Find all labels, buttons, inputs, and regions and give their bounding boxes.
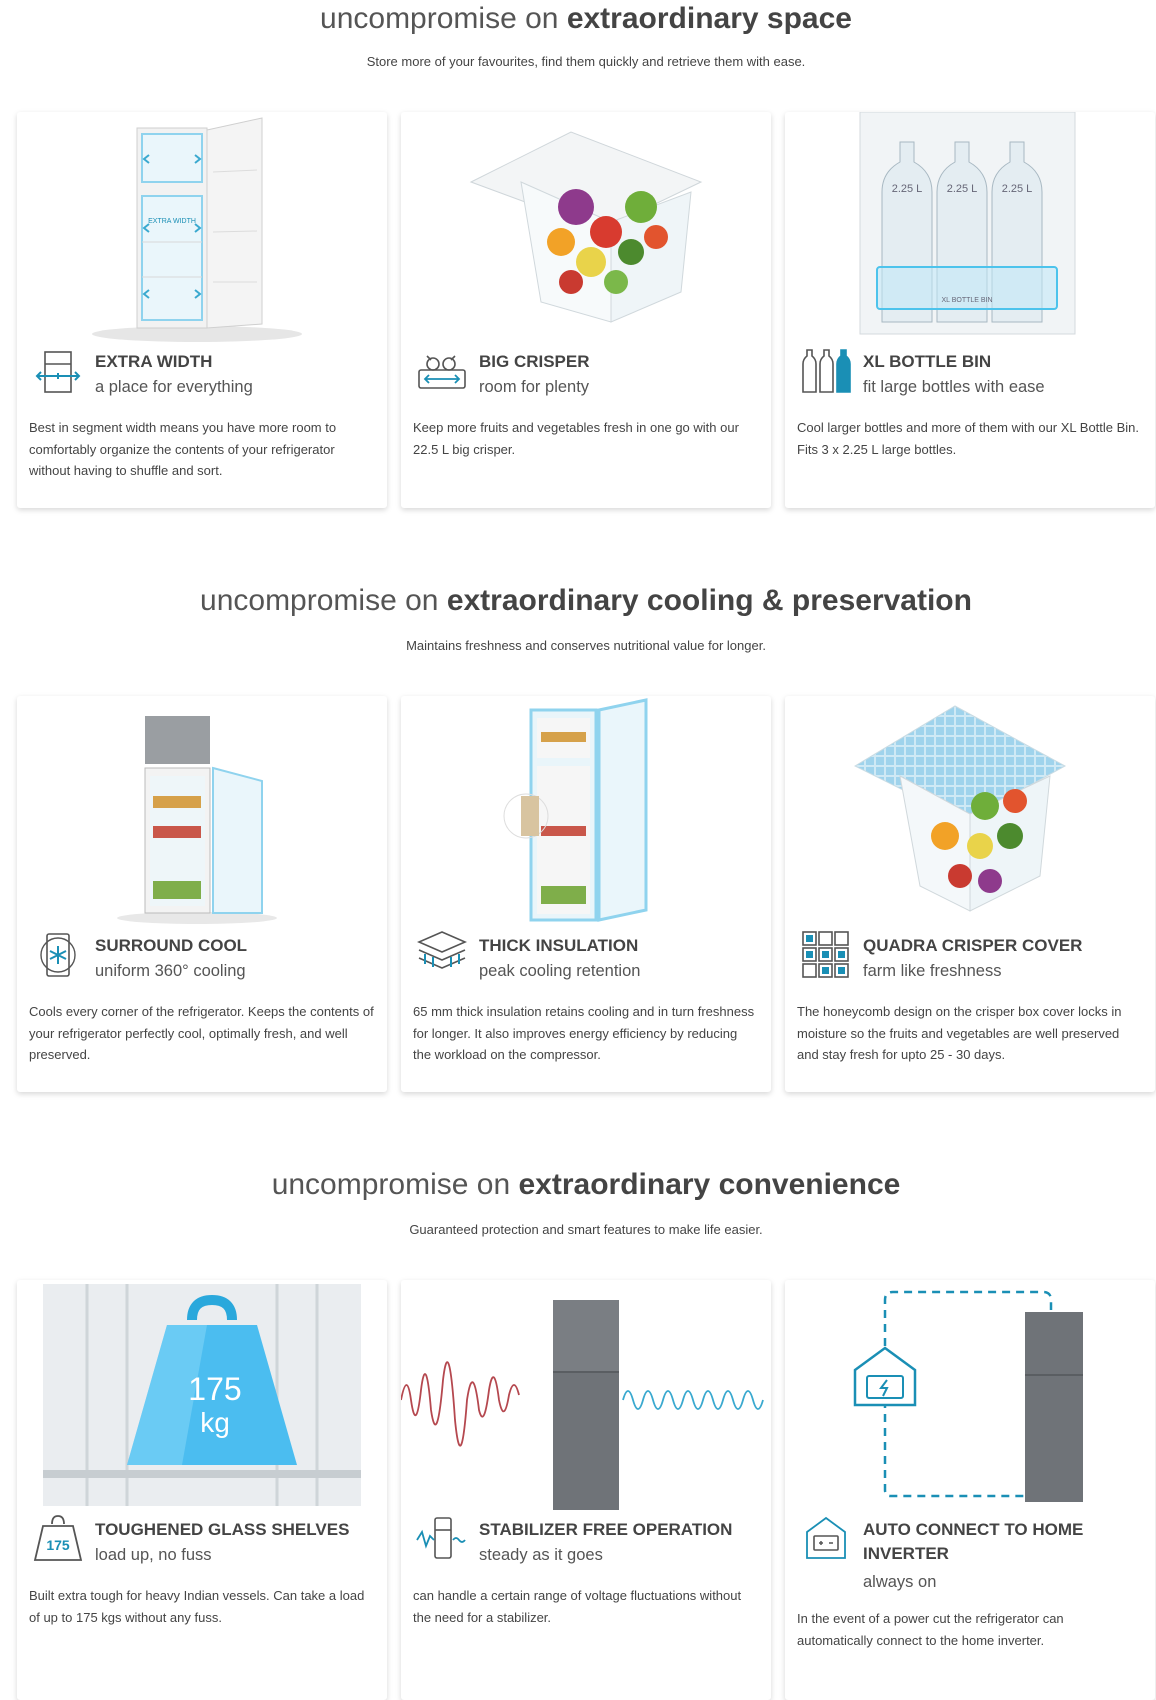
weight-icon [29, 1510, 87, 1568]
feature-tagline: steady as it goes [479, 1546, 603, 1564]
feature-tagline: farm like freshness [863, 962, 1002, 980]
voltage-wave-image [401, 1280, 771, 1510]
feature-tagline: a place for everything [95, 378, 253, 396]
feature-title: SURROUND COOL [95, 936, 248, 955]
quadra-crisper-icon [797, 926, 855, 984]
feature-card-xl-bottle-bin [785, 112, 1155, 508]
crisper-icon [413, 342, 471, 400]
feature-card-toughened-glass [17, 1280, 387, 1700]
feature-description: Built extra tough for heavy Indian vessels. Can take a load of up to 175 kgs without any fuss. [29, 1588, 365, 1625]
feature-description: Keep more fruits and vegetables fresh in one go with our 22.5 L big crisper. [413, 420, 739, 457]
surround-cool-icon [29, 926, 87, 984]
feature-description: In the event of a power cut the refrigerator can automatically connect to the home inverter. [797, 1611, 1064, 1648]
glass-shelf-weight-image [17, 1280, 387, 1510]
feature-description: can handle a certain range of voltage fluctuations without the need for a stabilizer. [413, 1588, 742, 1625]
section-title: uncompromise on extraordinary space [320, 2, 852, 35]
feature-card-surround-cool [17, 696, 387, 1092]
weight-icon-label: 175 [46, 1537, 70, 1553]
feature-card-auto-connect-inverter [785, 1280, 1155, 1700]
feature-tagline: load up, no fuss [95, 1546, 212, 1564]
feature-card-stabilizer-free [401, 1280, 771, 1700]
fridge-insulation-image [401, 696, 771, 926]
feature-title: THICK INSULATION [479, 936, 639, 955]
bottle-label: 2.25 L [946, 183, 978, 195]
feature-title: QUADRA CRISPER COVER [863, 936, 1083, 955]
quadra-crisper-image [785, 696, 1155, 926]
feature-title: AUTO CONNECT TO HOME INVERTER [863, 1520, 1084, 1563]
fridge-surround-cool-image [17, 696, 387, 926]
inverter-icon [797, 1510, 855, 1568]
feature-description: The honeycomb design on the crisper box cover locks in moisture so the fruits and vegetables are well preserved and stay fresh for upto 25 - 30 days. [797, 1004, 1122, 1062]
section-subtitle: Store more of your favourites, find them quickly and retrieve them with ease. [366, 54, 806, 69]
extra-width-icon [29, 342, 87, 400]
feature-card-quadra-crisper [785, 696, 1155, 1092]
extra-width-image-label: EXTRA WIDTH [148, 218, 196, 225]
feature-description: 65 mm thick insulation retains cooling and in turn freshness for longer. It also improves energy efficiency by reducing the workload on the compressor. [413, 1004, 755, 1062]
feature-title: STABILIZER FREE OPERATION [479, 1520, 733, 1539]
section-subtitle: Guaranteed protection and smart features to make life easier. [409, 1222, 763, 1237]
crisper-box-image [401, 112, 771, 342]
bottle-bin-label: XL BOTTLE BIN [941, 297, 993, 304]
bottle-label: 2.25 L [891, 183, 923, 195]
bottle-label: 2.25 L [1001, 183, 1033, 195]
feature-description: Cools every corner of the refrigerator. Keeps the contents of your refrigerator perfectly cool, optimally fresh, and well preserved. [29, 1004, 374, 1062]
feature-title: BIG CRISPER [479, 352, 590, 371]
inverter-connection-image [785, 1280, 1155, 1510]
section-title: uncompromise on extraordinary convenience [271, 1168, 901, 1201]
feature-tagline: fit large bottles with ease [863, 378, 1045, 396]
feature-card-extra-width [17, 112, 387, 508]
feature-title: XL BOTTLE BIN [863, 352, 992, 371]
bottles-icon [797, 342, 855, 400]
weight-unit: kg [200, 1407, 230, 1438]
insulation-icon [413, 926, 471, 984]
section-subtitle: Maintains freshness and conserves nutritional value for longer. [406, 638, 766, 653]
feature-description: Best in segment width means you have more room to comfortably organize the contents of your refrigerator without having to shuffle and sort. [29, 420, 337, 478]
feature-tagline: uniform 360° cooling [95, 962, 246, 980]
feature-tagline: peak cooling retention [479, 962, 641, 980]
feature-card-big-crisper [401, 112, 771, 508]
bottle-bin-image [785, 112, 1155, 342]
fridge-extra-width-image [17, 112, 387, 342]
feature-tagline: room for plenty [479, 378, 590, 396]
section-title: uncompromise on extraordinary cooling & preservation [200, 584, 972, 617]
stabilizer-icon [413, 1510, 471, 1568]
feature-title: EXTRA WIDTH [95, 352, 213, 371]
weight-value: 175 [188, 1371, 242, 1407]
feature-tagline: always on [863, 1573, 937, 1591]
feature-card-thick-insulation [401, 696, 771, 1092]
feature-description: Cool larger bottles and more of them with our XL Bottle Bin. Fits 3 x 2.25 L large bottles. [797, 420, 1140, 457]
feature-title: TOUGHENED GLASS SHELVES [95, 1520, 350, 1539]
